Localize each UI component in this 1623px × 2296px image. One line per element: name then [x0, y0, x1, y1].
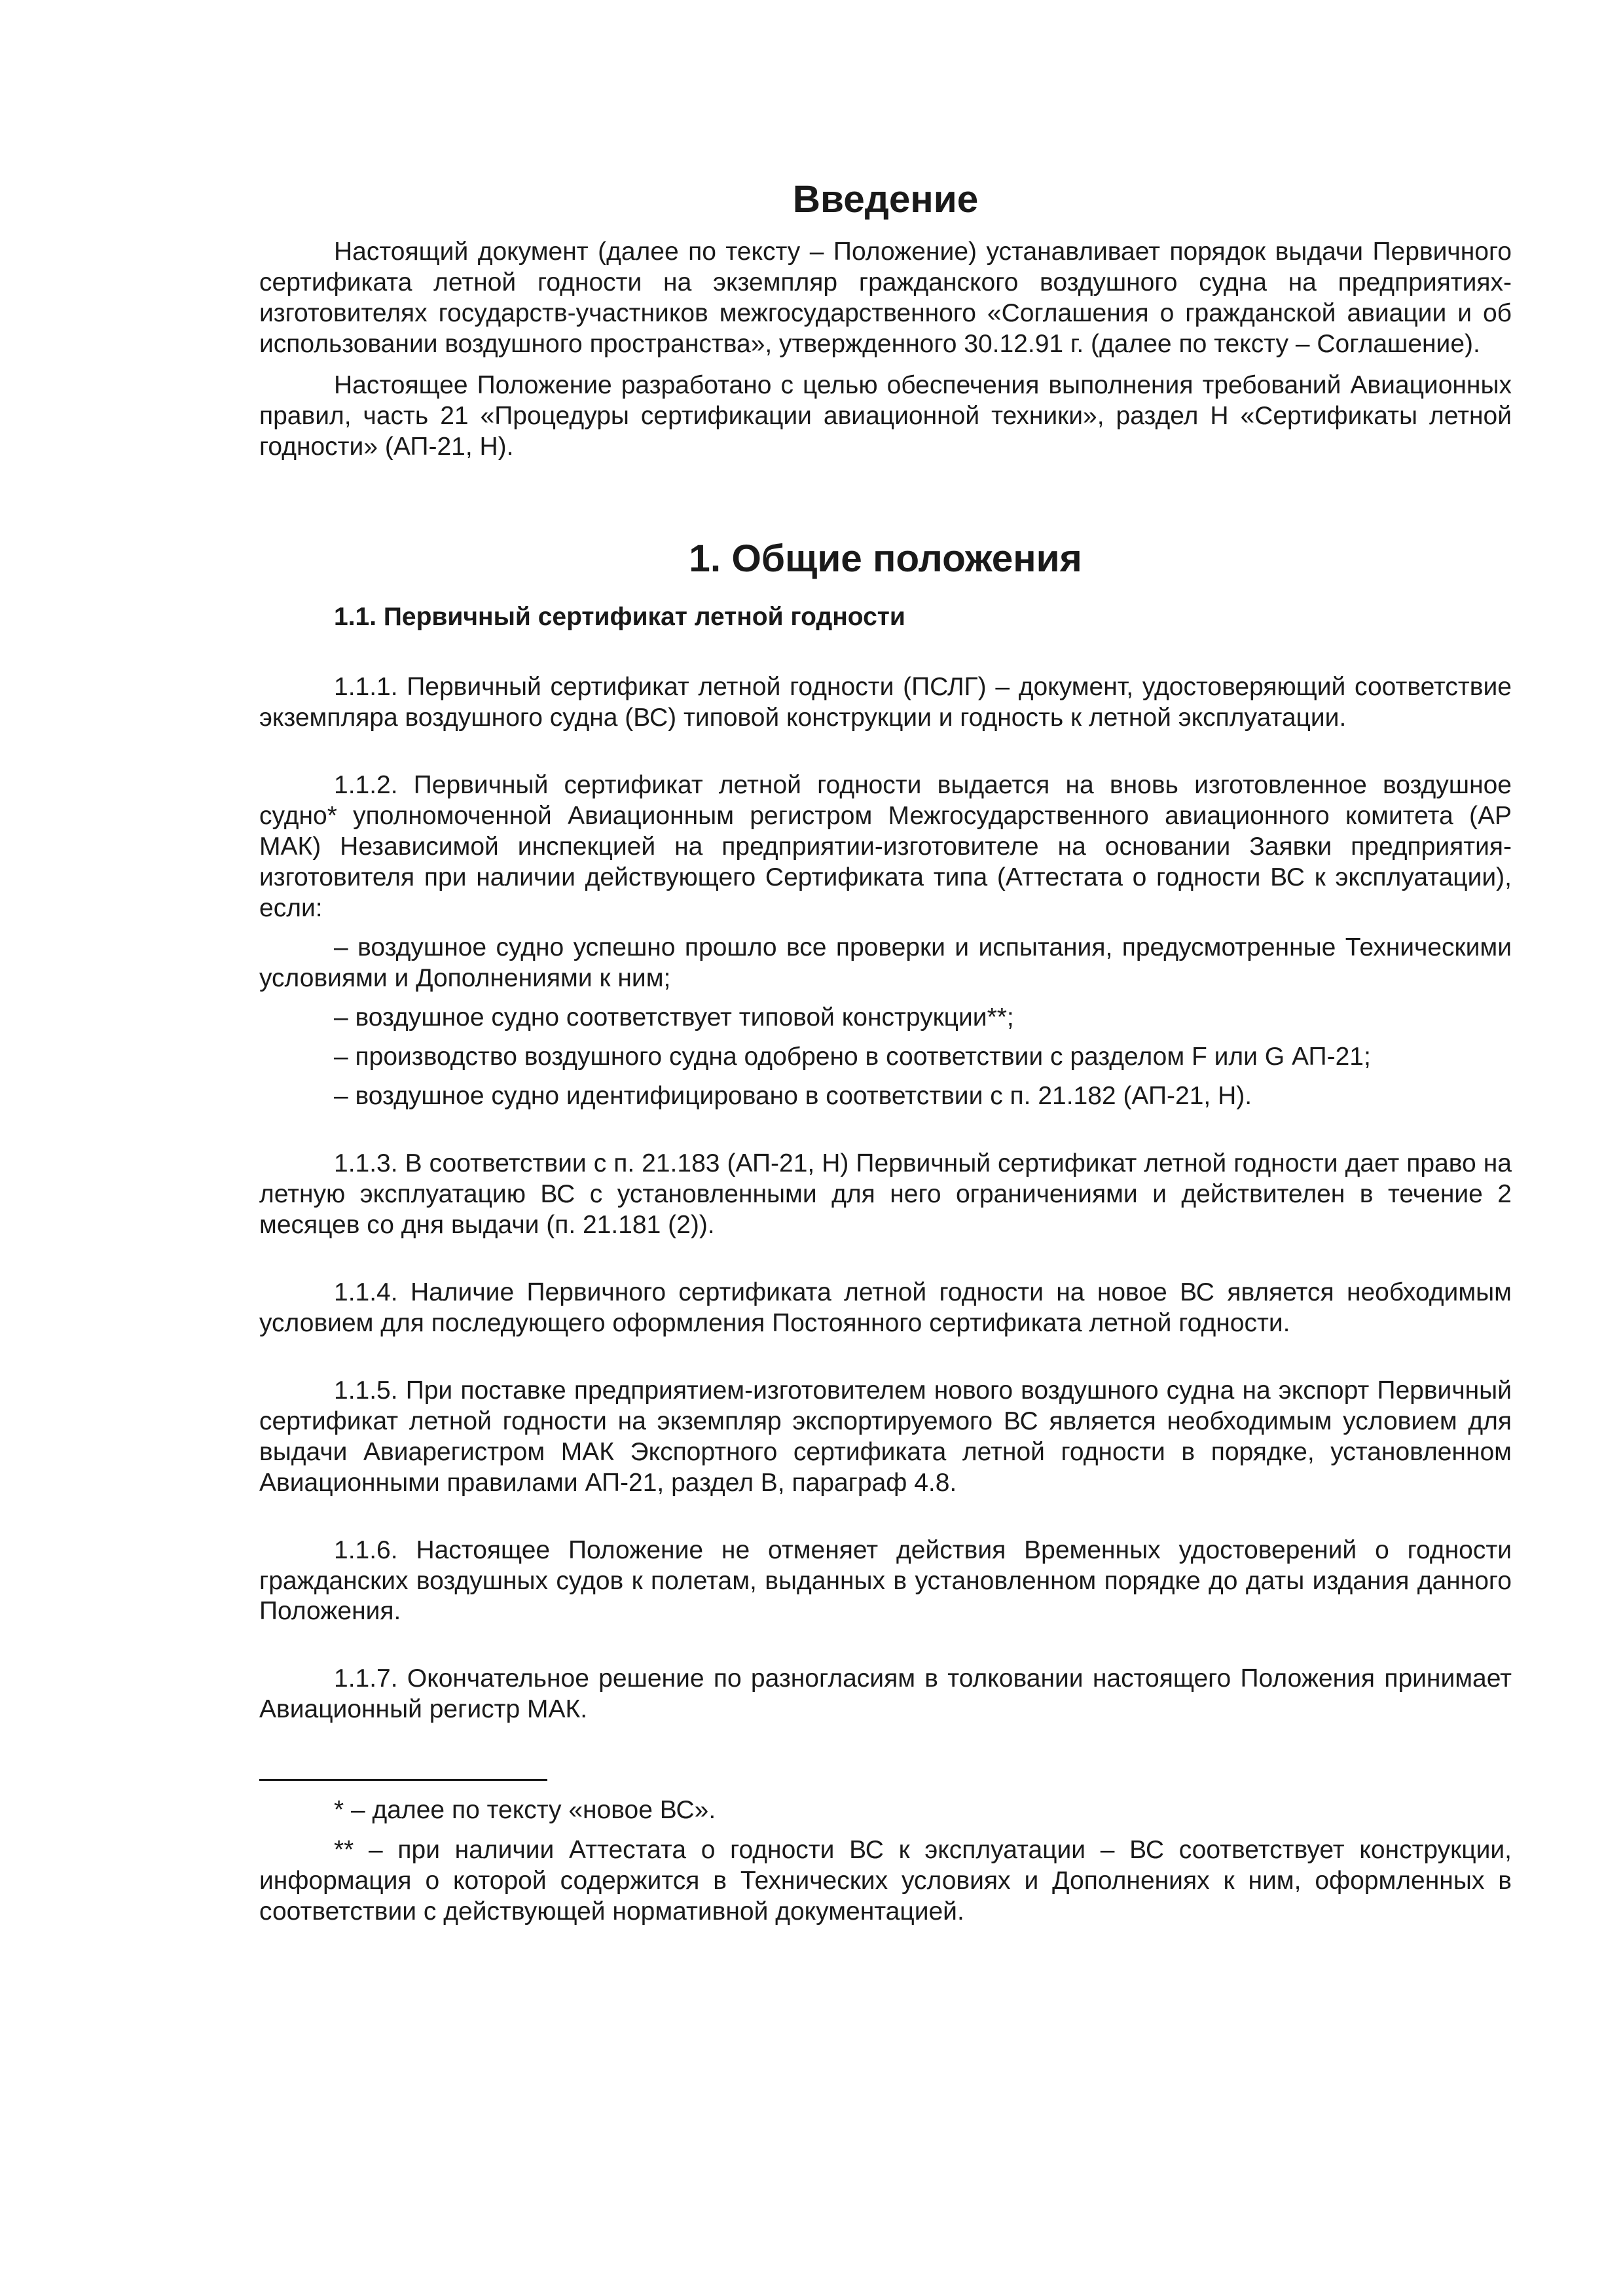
footnote-1: * – далее по тексту «новое ВС». — [334, 1796, 716, 1825]
section-heading: 1. Общие положения — [689, 537, 1082, 581]
clause-1-1-2: 1.1.2. Первичный сертификат летной годности выдается на вновь изготовленное воздушное судно* уполномоченной Авиационным регистром Межгосударственного авиационного комитета (АР МАК) Независимой инспекцией на предприятии-изготовителе на основании Заявки предприятия-изготовителя при наличии действующего Сертификата типа (Аттестата о годности ВС к эксплуатации), если: — [259, 770, 1512, 922]
condition-item: – производство воздушного судна одобрено в соответствии с разделом F или G АП-21; — [334, 1042, 1371, 1071]
footnote-2: ** – при наличии Аттестата о годности ВС к эксплуатации – ВС соответствует конструкции, информация о которой содержится в Технических условиях и Дополнениях к ним, оформленных в соответствии с действующей нормативной документацией. — [259, 1836, 1512, 1926]
footnote-divider — [259, 1779, 547, 1781]
clause-1-1-6: 1.1.6. Настоящее Положение не отменяет действия Временных удостоверений о годности гражданских воздушных судов к полетам, выданных в установленном порядке до даты издания данного Положения. — [259, 1535, 1512, 1626]
clause-1-1-1: 1.1.1. Первичный сертификат летной годности (ПСЛГ) – документ, удостоверяющий соответствие экземпляра воздушного судна (ВС) типовой конструкции и годность к летной эксплуатации. — [259, 672, 1512, 732]
clause-1-1-7: 1.1.7. Окончательное решение по разногласиям в толковании настоящего Положения принимает Авиационный регистр МАК. — [259, 1664, 1512, 1724]
clause-1-1-4: 1.1.4. Наличие Первичного сертификата летной годности на новое ВС является необходимым условием для последующего оформления Постоянного сертификата летной годности. — [259, 1278, 1512, 1337]
condition-item: – воздушное судно успешно прошло все проверки и испытания, предусмотренные Техническими условиями и Дополнениями к ним; — [259, 933, 1512, 992]
intro-heading: Введение — [792, 178, 979, 221]
condition-item: – воздушное судно соответствует типовой конструкции**; — [334, 1003, 1014, 1031]
intro-paragraph-1: Настоящий документ (далее по тексту – Положение) устанавливает порядок выдачи Первичного сертификата летной годности на экземпляр гражданского воздушного судна на предприятиях-изготовителях государств-участников межгосударственного «Соглашения о гражданской авиации и об использовании воздушного пространства», утвержденного 30.12.91 г. (далее по тексту – Соглашение). — [259, 238, 1512, 359]
subsection-heading: 1.1. Первичный сертификат летной годности — [334, 602, 905, 631]
condition-item: – воздушное судно идентифицировано в соответствии с п. 21.182 (АП-21, Н). — [334, 1081, 1252, 1110]
clause-1-1-5: 1.1.5. При поставке предприятием-изготовителем нового воздушного судна на экспорт Первичный сертификат летной годности на экземпляр экспортируемого ВС является необходимым условием для выдачи Авиарегистром МАК Экспортного сертификата летной годности в порядке, установленном Авиационными правилами АП-21, раздел В, параграф 4.8. — [259, 1376, 1512, 1497]
clause-1-1-3: 1.1.3. В соответствии с п. 21.183 (АП-21, Н) Первичный сертификат летной годности дает право на летную эксплуатацию ВС с установленными для него ограничениями и действителен в течение 2 месяцев со дня выдачи (п. 21.181 (2)). — [259, 1149, 1512, 1239]
document-page — [259, 177, 1512, 1928]
intro-paragraph-2: Настоящее Положение разработано с целью обеспечения выполнения требований Авиационных правил, часть 21 «Процедуры сертификации авиационной техники», раздел Н «Сертификаты летной годности» (АП-21, Н). — [259, 371, 1512, 461]
